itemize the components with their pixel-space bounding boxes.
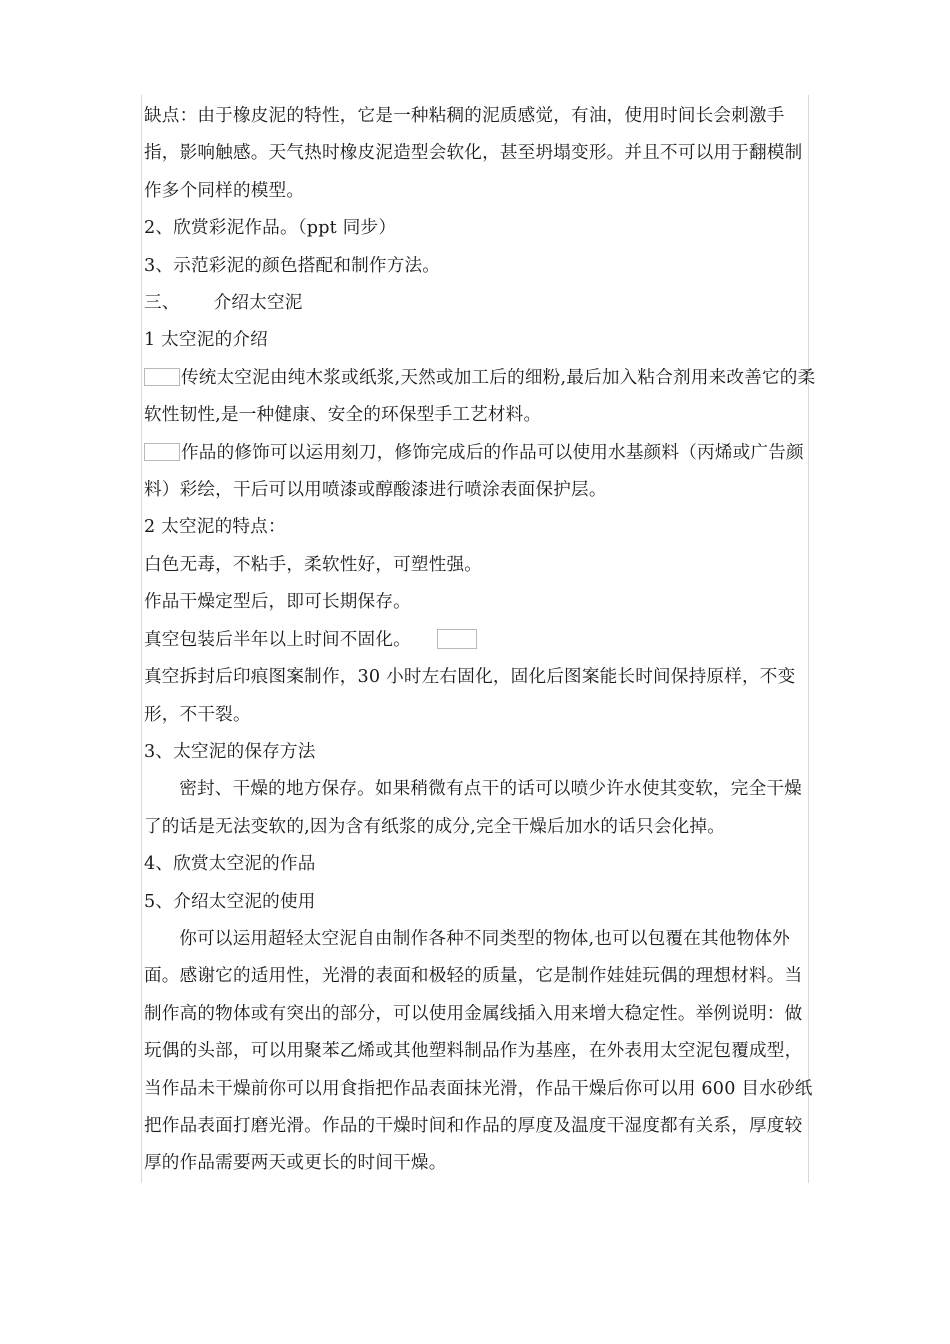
paragraph-decoration — [144, 435, 816, 510]
subheading-appreciate-works: 4、欣赏太空泥的作品 — [144, 854, 316, 875]
feature-item: 白色无毒，不粘手，柔软性好，可塑性强。 — [144, 554, 483, 575]
subheading-storage: 3、太空泥的保存方法 — [144, 741, 316, 762]
subheading-usage: 5、介绍太空泥的使用 — [144, 891, 316, 912]
paragraph-decoration-text: 作品的修饰可以运用刻刀，修饰完成后的作品可以使用水基颜料（丙烯或广告颜料）彩绘，干后可以用喷漆或醇酸漆进行喷涂表面保护层。 — [144, 442, 804, 501]
paragraph-traditional-text: 传统太空泥由纯木浆或纸浆,天然或加工后的细粉,最后加入粘合剂用来改善它的柔软性韧性,是一种健康、安全的环保型手工艺材料。 — [144, 367, 816, 426]
subheading-features: 2 太空泥的特点： — [144, 517, 286, 538]
paragraph-storage: 密封、干燥的地方保存。如果稍微有点干的话可以喷少许水使其变软，完全干燥了的话是无法变软的,因为含有纸浆的成分,完全干燥后加水的话只会化掉。 — [144, 779, 802, 837]
document-body — [144, 98, 816, 1183]
subheading-intro: 1 太空泥的介绍 — [144, 330, 268, 351]
placeholder-box — [437, 629, 477, 649]
feature-item: 作品干燥定型后，即可长期保存。 — [144, 592, 411, 613]
placeholder-box — [144, 368, 180, 386]
paragraph-usage: 你可以运用超轻太空泥自由制作各种不同类型的物体,也可以包覆在其他物体外面。感谢它的适用性，光滑的表面和极轻的质量，它是制作娃娃玩偶的理想材料。当制作高的物体或有突出的部分，可以使用金属线插入用来增大稳定性。举例说明：做玩偶的头部，可以用聚苯乙烯或其他塑料制品作为基座，在外表用太空泥包覆成型，当作品未干燥前你可以用食指把作品表面抹光滑，作品干燥后你可以用 600 目水砂纸把作品表面打磨光滑。作品的干燥时间和作品的厚度及温度干湿度都有关系，厚度较厚的作品需要两天或更长的时间干燥。 — [144, 928, 813, 1174]
placeholder-box — [144, 443, 180, 461]
feature-item — [144, 622, 816, 659]
paragraph-demo-colors: 3、示范彩泥的颜色搭配和制作方法。 — [144, 255, 441, 276]
feature-item-text: 真空包装后半年以上时间不固化。 — [144, 629, 411, 650]
paragraph-appreciate-clay: 2、欣赏彩泥作品。（ppt 同步） — [144, 218, 397, 239]
paragraph-disadvantages: 缺点：由于橡皮泥的特性，它是一种粘稠的泥质感觉，有油，使用时间长会刺激手指，影响触感。天气热时橡皮泥造型会软化，甚至坍塌变形。并且不可以用于翻模制作多个同样的模型。 — [144, 106, 803, 201]
section-number: 三、 — [144, 293, 180, 314]
section-title: 介绍太空泥 — [213, 293, 303, 314]
section-heading — [144, 285, 816, 322]
feature-item: 真空拆封后印痕图案制作，30 小时左右固化，固化后图案能长时间保持原样，不变形，不干裂。 — [144, 667, 796, 725]
paragraph-traditional — [144, 360, 816, 435]
